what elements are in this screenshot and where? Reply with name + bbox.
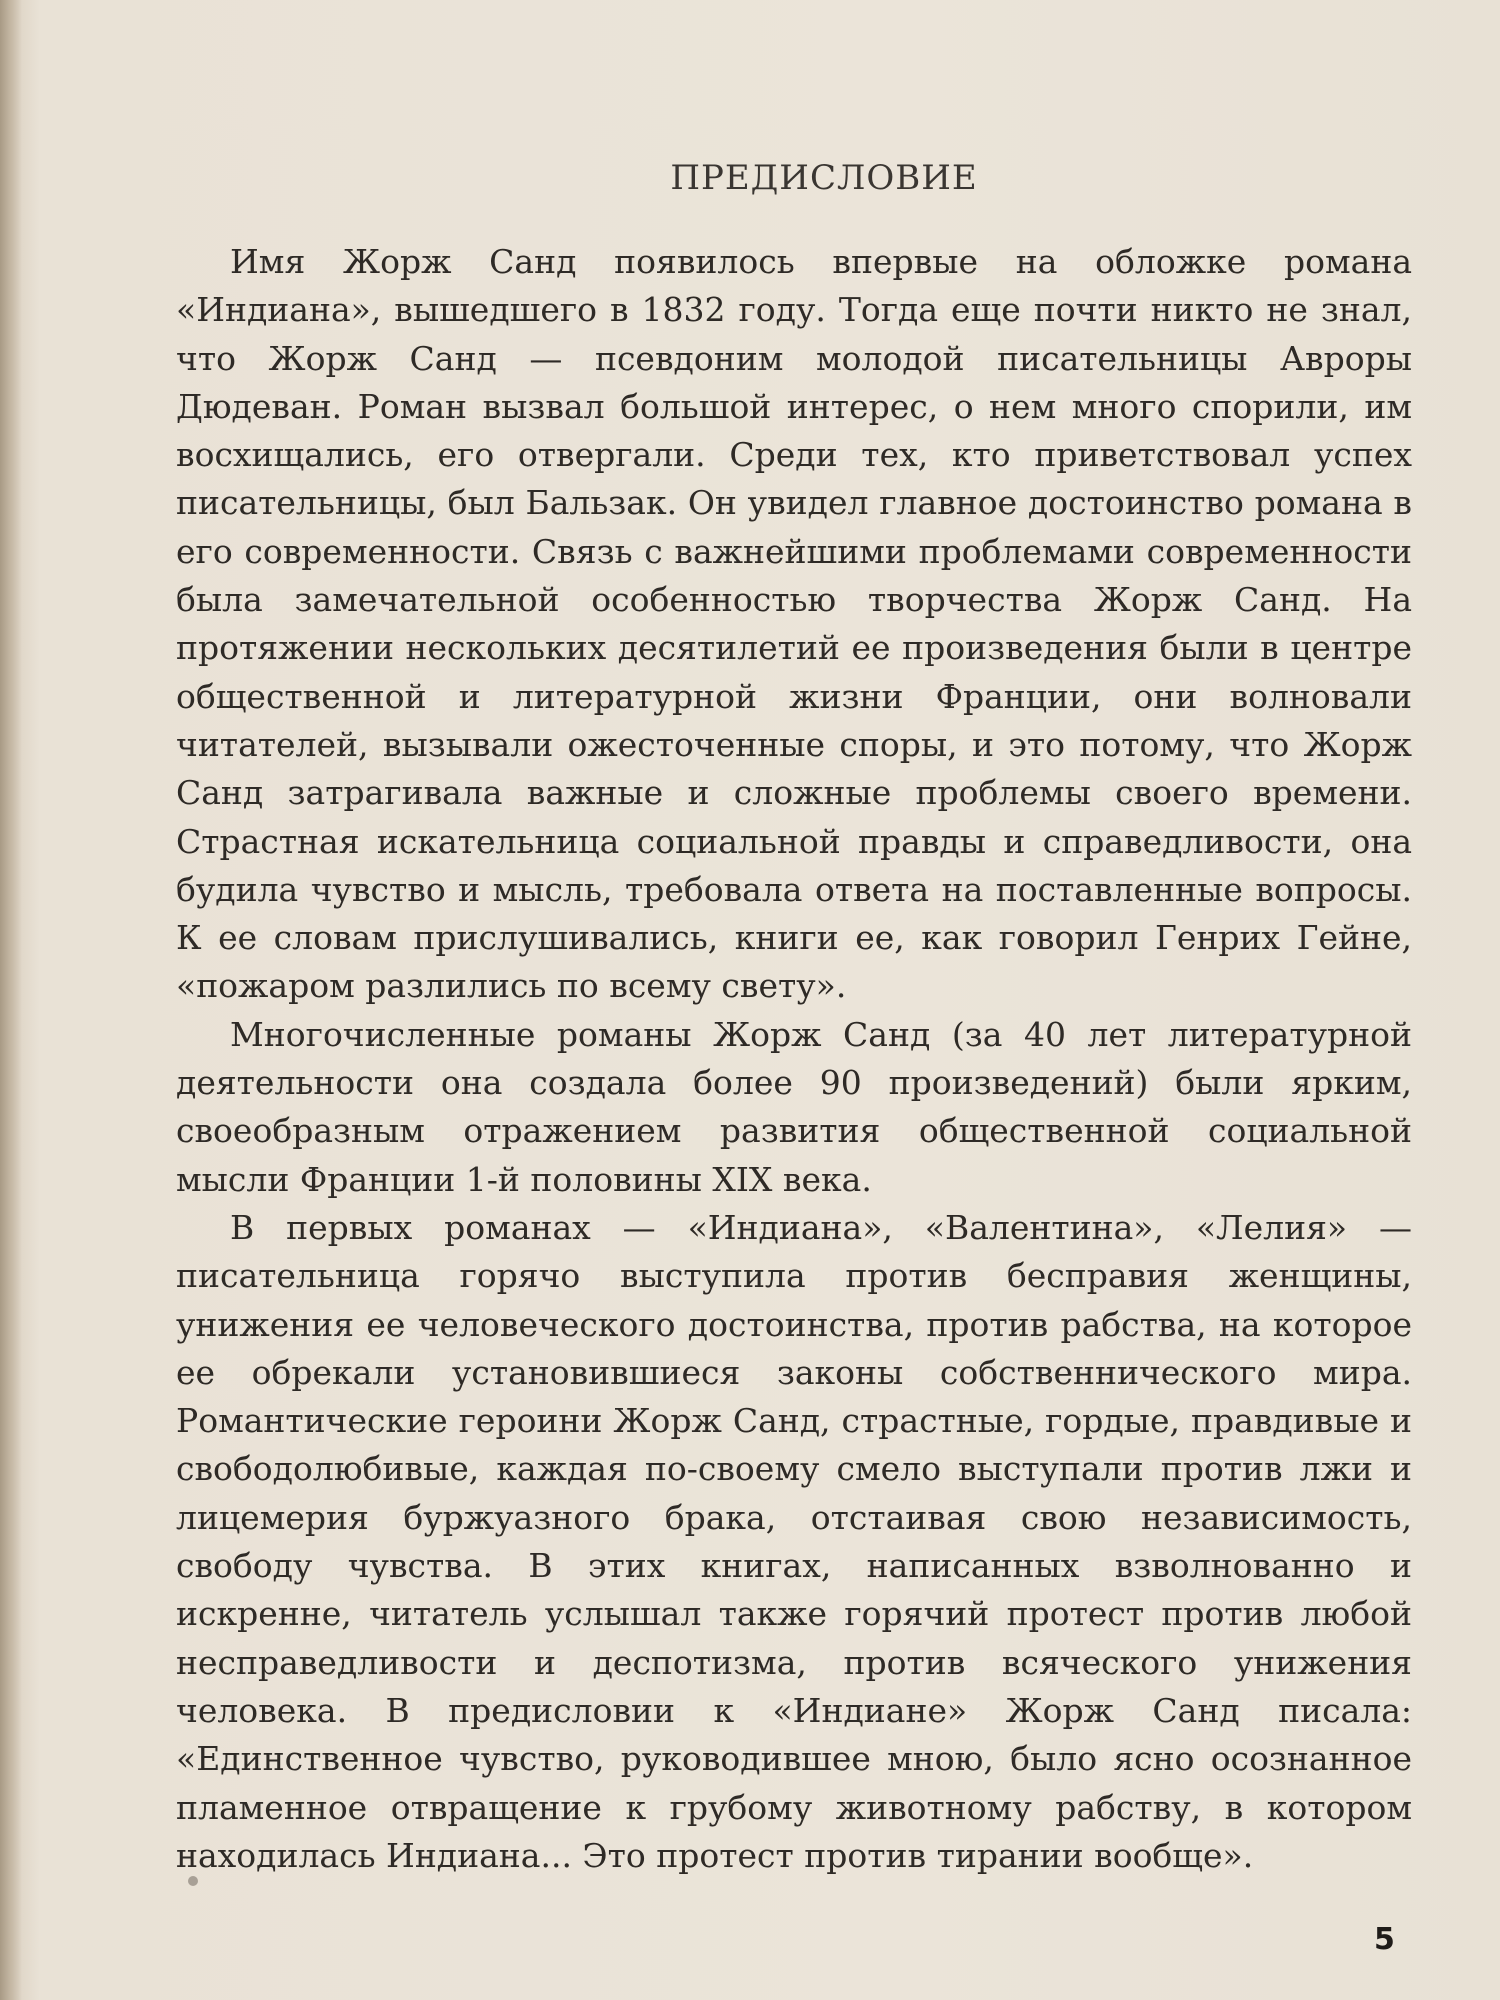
- text-block: [176, 140, 1412, 1880]
- ink-spot: [188, 1876, 198, 1886]
- page-number: 5: [1374, 1922, 1395, 1957]
- paragraph-2: Многочисленные романы Жорж Санд (за 40 лет литературной деятельности она создала более 90 произведений) были ярким, своеобразным отражением развития общественной социальной мысли Франции 1-й половины XIX века.: [176, 1014, 1412, 1199]
- paragraph-1: Имя Жорж Санд появилось впервые на обложке романа «Индиана», вышедшего в 1832 году. Тогда еще почти никто не знал, что Жорж Санд — псевдоним молодой писательницы Авроры Дюдеван. Роман вызвал большой интерес, о нем много спорили, им восхищались, его отвергали. Среди тех, кто приветствовал успех писательницы, был Бальзак. Он увидел главное достоинство романа в его современности. Связь с важнейшими проблемами современности была замечательной особенностью творчества Жорж Санд. На протяжении нескольких десятилетий ее произведения были в центре общественной и литературной жизни Франции, они волновали читателей, вызывали ожесточенные споры, и это потому, что Жорж Санд затрагивала важные и сложные проблемы своего времени. Страстная искательница социальной правды и справедливости, она будила чувство и мысль, требовала ответа на поставленные вопросы. К ее словам прислушивались, книги ее, как говорил Генрих Гейне, «пожаром разлились по всему свету».: [176, 242, 1412, 1006]
- book-spine-shadow: [0, 0, 22, 2000]
- chapter-title: ПРЕДИСЛОВИЕ: [670, 158, 978, 198]
- paragraph-3: В первых романах — «Индиана», «Валентина», «Лелия» — писательница горячо выступила против бесправия женщины, унижения ее человеческого достоинства, против рабства, на которое ее обрекали установившиеся законы собственнического мира. Романтические героини Жорж Санд, страстные, гордые, правдивые и свободолюбивые, каждая по-своему смело выступали против лжи и лицемерия буржуазного брака, отстаивая свою независимость, свободу чувства. В этих книгах, написанных взволнованно и искренне, читатель услышал также горячий протест против любой несправедливости и деспотизма, против всяческого унижения человека. В предисловии к «Индиане» Жорж Санд писала: «Единственное чувство, руководившее мною, было ясно осознанное пламенное отвращение к грубому животному рабству, в котором находилась Индиана... Это протест против тирании вообще».: [176, 1207, 1412, 1875]
